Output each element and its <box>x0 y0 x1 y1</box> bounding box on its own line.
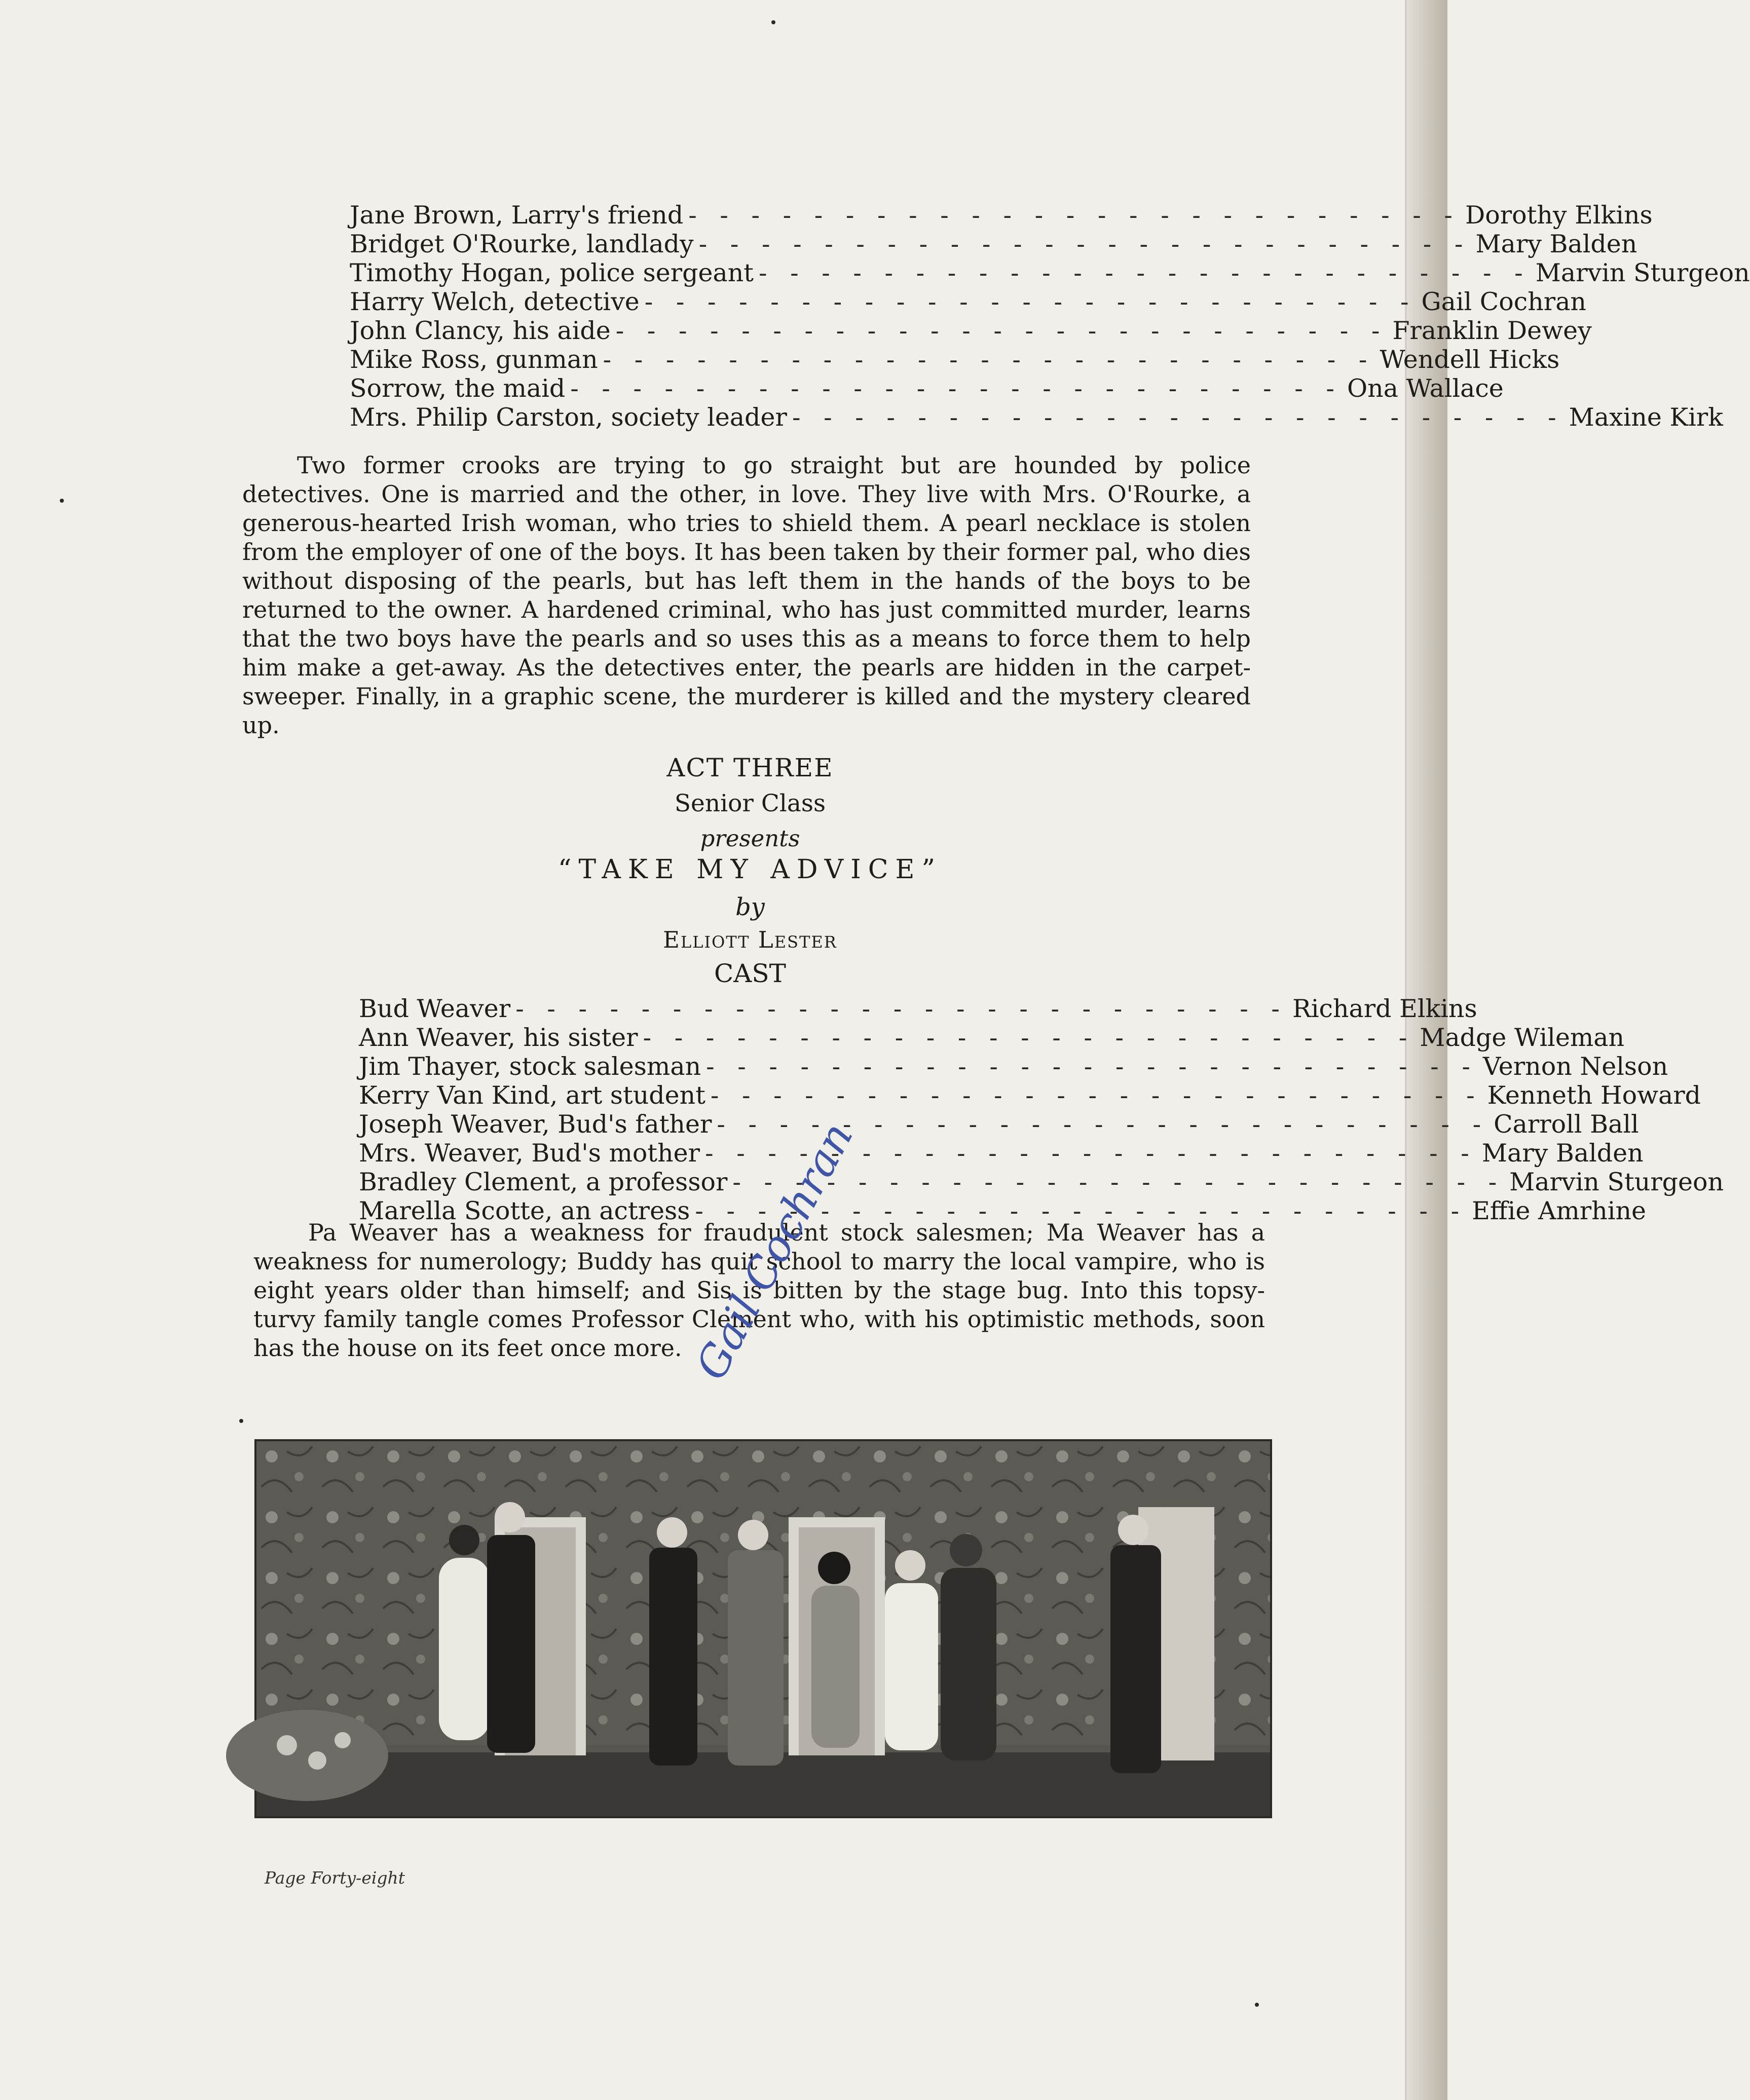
dot-leader: - - - - - - - - - - - - - - - - - - - - - - - - - <box>732 1168 1505 1196</box>
ink-speck <box>239 1419 243 1423</box>
cast-row <box>350 287 1586 316</box>
synopsis-paragraph: Pa Weaver has a weakness for fraudulent stock salesmen; Ma Weaver has a weakness for numerology; Buddy has quit school to marry the local vampire, who is eight years older than himself; and Sis is bitten by the stage bug. Into this topsy-turvy family tangle comes Professor Clement who, with his optimistic methods, soon has the house on its feet once more. <box>253 1219 1265 1362</box>
dot-leader: - - - - - - - - - - - - - - - - - - - - - - - - - <box>570 374 1342 403</box>
dot-leader: - - - - - - - - - - - - - - - - - - - - - - - - - <box>706 1052 1478 1081</box>
cast-row <box>350 258 1750 287</box>
cast-row <box>359 1168 1724 1196</box>
actor-name: Madge Wileman <box>1420 1023 1625 1052</box>
role-name: Mrs. Weaver, Bud's mother <box>359 1139 700 1168</box>
dot-leader: - - - - - - - - - - - - - - - - - - - - - - - - - <box>758 258 1531 287</box>
cast-row <box>359 1139 1644 1168</box>
cast-row <box>350 230 1637 258</box>
actor-name: Vernon Nelson <box>1482 1052 1668 1081</box>
role-name: Bud Weaver <box>359 994 511 1023</box>
dot-leader: - - - - - - - - - - - - - - - - - - - - - - - - - <box>644 287 1417 316</box>
role-name: Mike Ross, gunman <box>350 345 598 374</box>
dot-leader: - - - - - - - - - - - - - - - - - - - - - - - - - <box>643 1023 1415 1052</box>
dot-leader: - - - - - - - - - - - - - - - - - - - - - - - - - <box>515 994 1287 1023</box>
by-line: by <box>735 893 765 921</box>
actor-name: Mary Balden <box>1481 1139 1644 1168</box>
cast-row <box>350 345 1560 374</box>
actor-name: Franklin Dewey <box>1392 316 1592 345</box>
dot-leader: - - - - - - - - - - - - - - - - - - - - - - - - - <box>698 230 1471 258</box>
dot-leader: - - - - - - - - - - - - - - - - - - - - - - - - - <box>705 1139 1477 1168</box>
actor-name: Kenneth Howard <box>1487 1081 1701 1110</box>
cast-row <box>359 1110 1639 1139</box>
actor-name: Marvin Sturgeon <box>1509 1168 1724 1196</box>
act-heading: ACT THREE <box>666 753 834 782</box>
actor-name: Richard Elkins <box>1292 994 1477 1023</box>
presents-line: presents <box>700 825 800 852</box>
dot-leader: - - - - - - - - - - - - - - - - - - - - - - - - - <box>792 403 1564 432</box>
role-name: Bradley Clement, a professor <box>359 1168 728 1196</box>
role-name: Jim Thayer, stock salesman <box>359 1052 701 1081</box>
ink-speck <box>60 499 64 503</box>
actor-name: Wendell Hicks <box>1380 345 1560 374</box>
actor-name: Effie Amrhine <box>1472 1196 1647 1225</box>
actor-name: Gail Cochran <box>1421 287 1586 316</box>
page-number: Page Forty-eight <box>265 1868 405 1888</box>
handwritten-signature: Gail Cochran <box>686 1114 863 1388</box>
role-name: Jane Brown, Larry's friend <box>350 201 684 230</box>
cast-list-two <box>359 994 1724 1225</box>
dot-leader: - - - - - - - - - - - - - - - - - - - - - - - - - <box>695 1196 1467 1225</box>
cast-row <box>350 201 1653 230</box>
actor-name: Ona Wallace <box>1347 374 1504 403</box>
actor-name: Mary Balden <box>1475 230 1637 258</box>
cast-row <box>359 1081 1701 1110</box>
dot-leader: - - - - - - - - - - - - - - - - - - - - - - - - - <box>710 1081 1482 1110</box>
cast-row <box>359 1023 1625 1052</box>
role-name: Ann Weaver, his sister <box>359 1023 638 1052</box>
ink-speck <box>1255 2003 1259 2007</box>
role-name: Harry Welch, detective <box>350 287 640 316</box>
role-name: Joseph Weaver, Bud's father <box>359 1110 712 1139</box>
actor-name: Marvin Sturgeon <box>1535 258 1750 287</box>
cast-list-one <box>350 201 1750 432</box>
dot-leader: - - - - - - - - - - - - - - - - - - - - - - - - - <box>688 201 1460 230</box>
actor-name: Carroll Ball <box>1494 1110 1639 1139</box>
cast-heading: CAST <box>714 959 786 988</box>
role-name: Sorrow, the maid <box>350 374 566 403</box>
dot-leader: - - - - - - - - - - - - - - - - - - - - - - - - - <box>615 316 1388 345</box>
role-name: Kerry Van Kind, art student <box>359 1081 705 1110</box>
cast-row <box>350 316 1592 345</box>
stage-photograph <box>254 1439 1272 1818</box>
dot-leader: - - - - - - - - - - - - - - - - - - - - - - - - - <box>717 1110 1489 1139</box>
role-name: Bridget O'Rourke, landlady <box>350 230 694 258</box>
cast-row <box>359 994 1477 1023</box>
cast-row <box>359 1052 1668 1081</box>
role-name: Timothy Hogan, police sergeant <box>350 258 754 287</box>
play-title: “TAKE MY ADVICE” <box>557 854 943 885</box>
actor-name: Maxine Kirk <box>1569 403 1723 432</box>
role-name: Mrs. Philip Carston, society leader <box>350 403 787 432</box>
synopsis-paragraph: Two former crooks are trying to go straight but are hounded by police detectives. One is married and the other, in love. They live with Mrs. O'Rourke, a generous-hearted Irish woman, who tries to shield them. A pearl necklace is stolen from the employer of one of the boys. It has been taken by their former pal, who dies without disposing of the pearls, but has left them in the hands of the boys to be returned to the owner. A hardened criminal, who has just committed murder, learns that the two boys have the pearls and so uses this as a means to force them to help him make a get-away. As the detectives enter, the pearls are hidden in the carpet-sweeper. Finally, in a graphic scene, the murderer is killed and the mystery cleared up. <box>242 452 1251 739</box>
role-name: John Clancy, his aide <box>350 316 611 345</box>
cast-row <box>350 403 1723 432</box>
class-name: Senior Class <box>674 790 826 817</box>
role-name: Marella Scotte, an actress <box>359 1196 690 1225</box>
stage-scene-illustration <box>256 1441 1270 1816</box>
actor-name: Dorothy Elkins <box>1465 201 1653 230</box>
cast-row <box>350 374 1504 403</box>
author-name: Elliott Lester <box>663 926 837 953</box>
dot-leader: - - - - - - - - - - - - - - - - - - - - - - - - - <box>603 345 1375 374</box>
ink-speck <box>771 20 775 24</box>
